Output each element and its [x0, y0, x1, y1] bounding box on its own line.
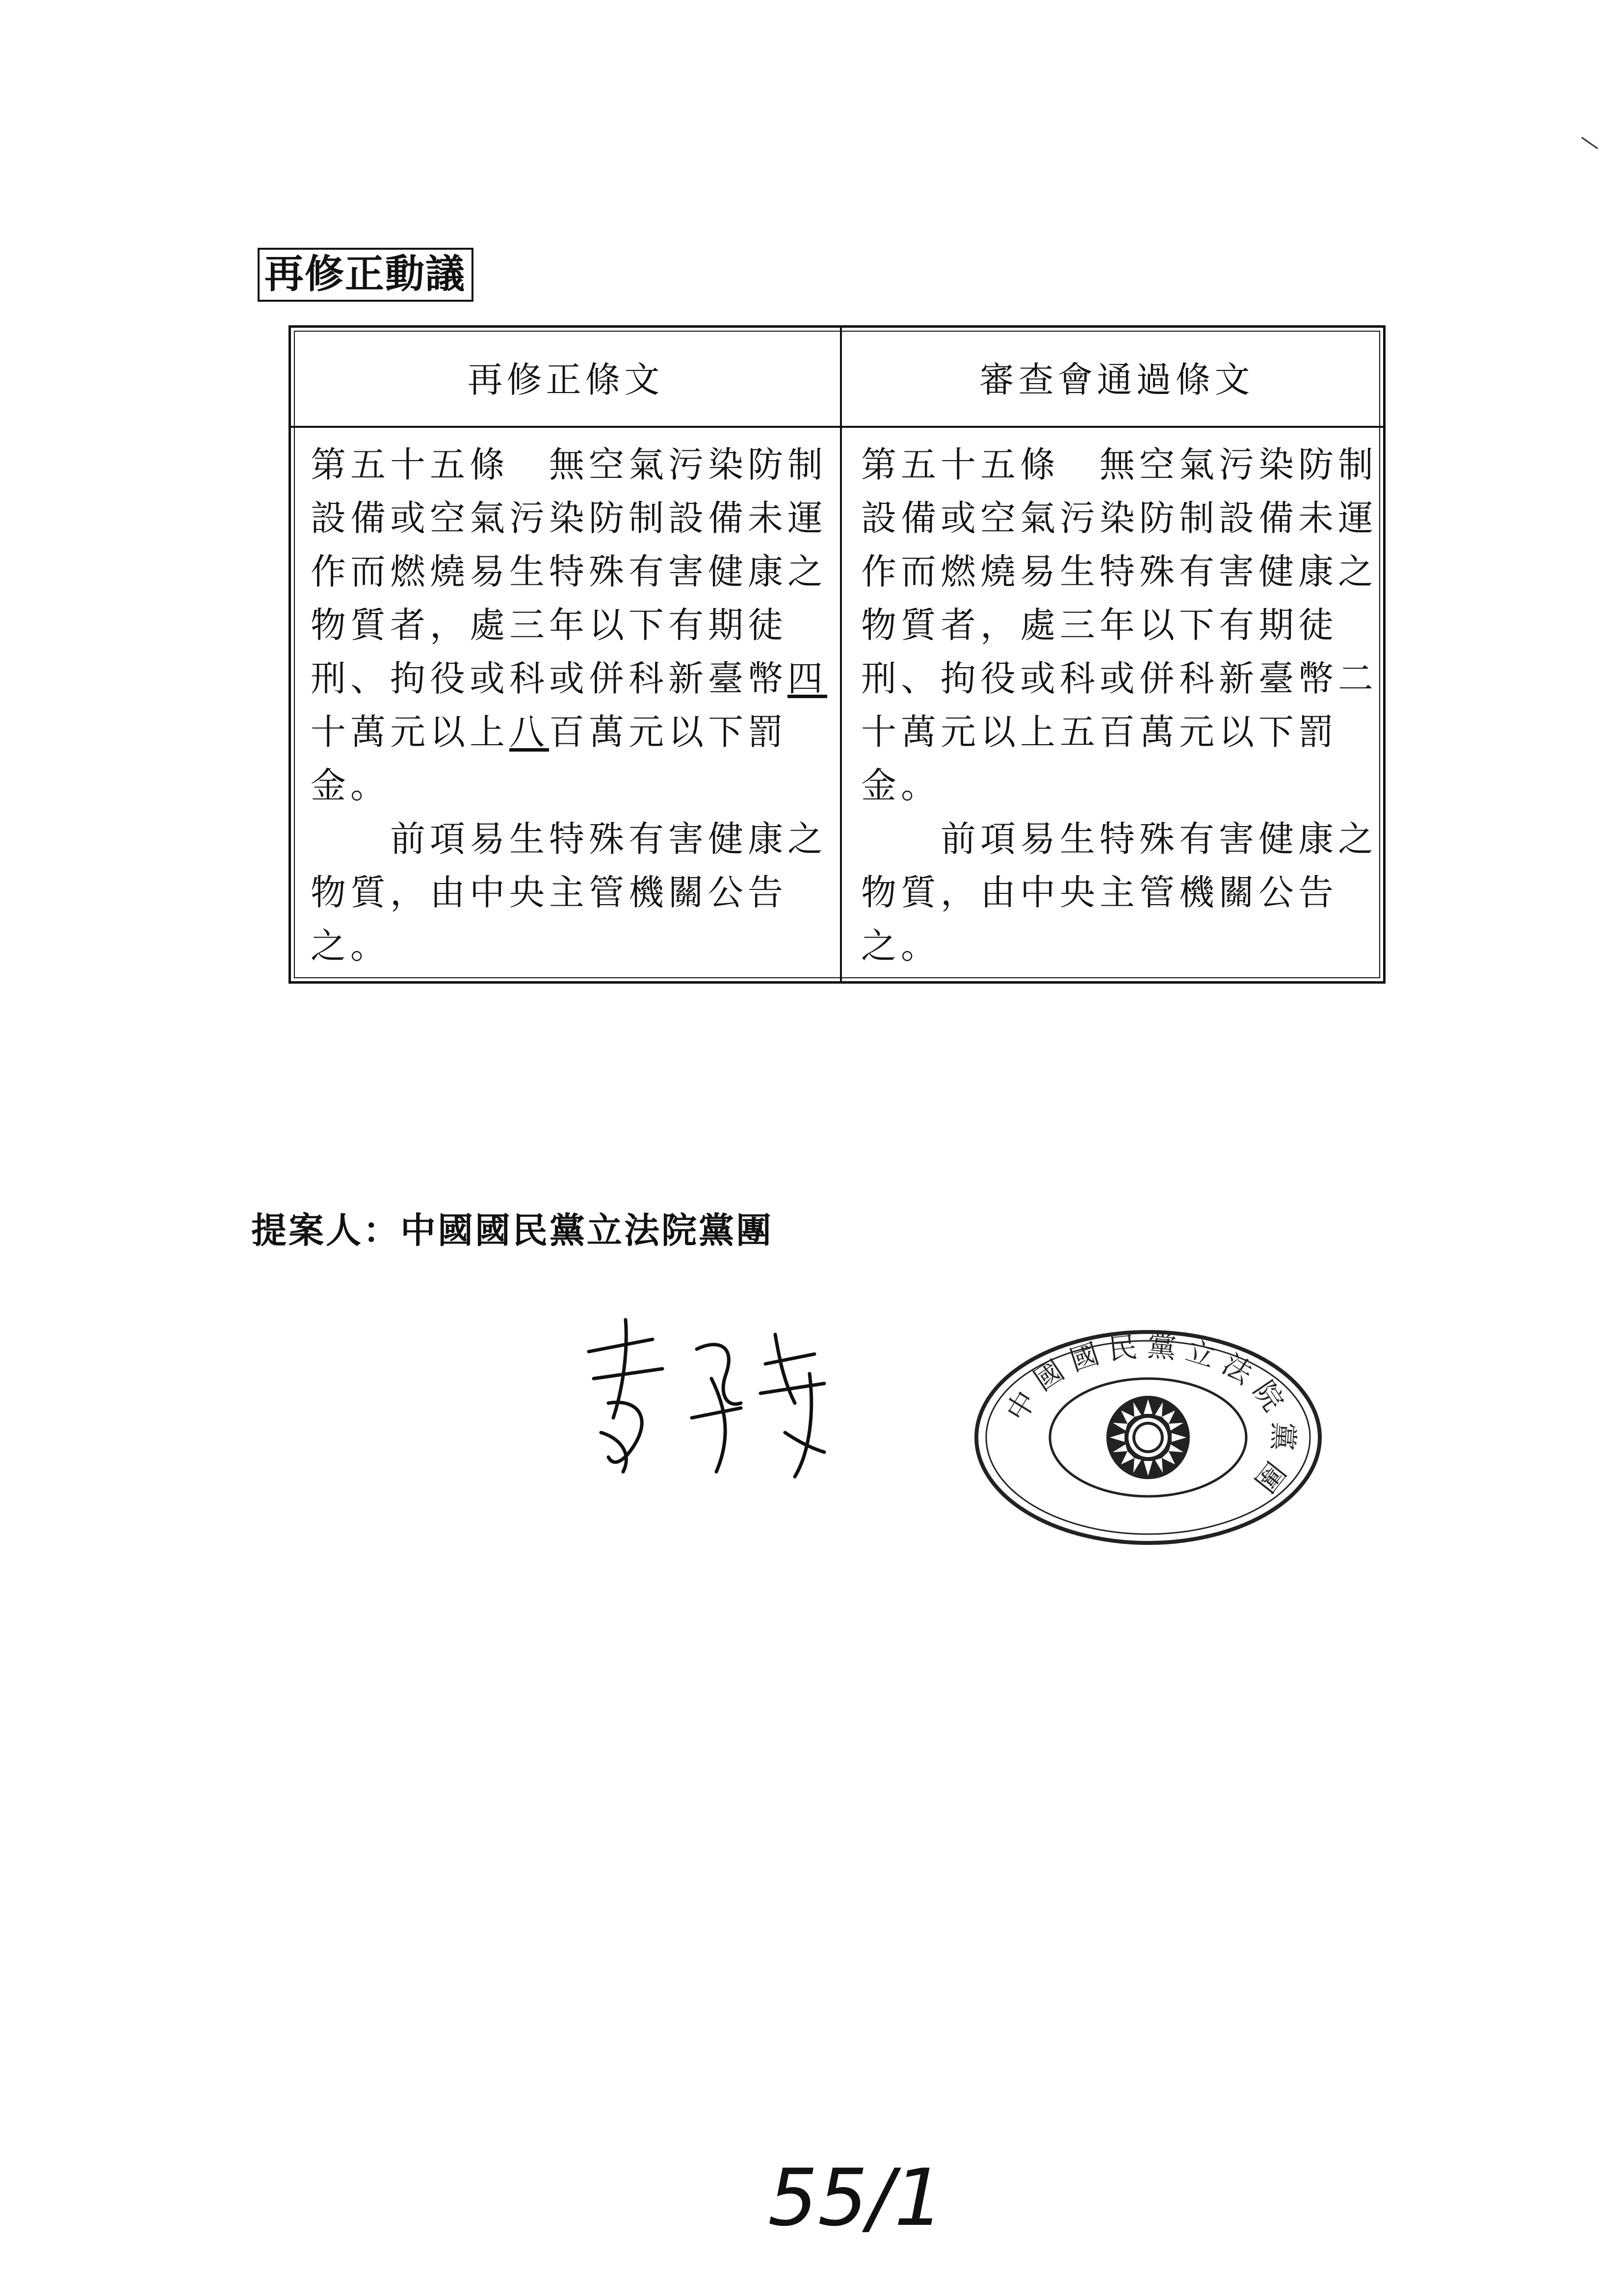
svg-text:55/1: 55/1 — [768, 2152, 944, 2244]
article-line — [861, 705, 1381, 759]
handwritten-page-number — [768, 2151, 944, 2249]
article-text: 物質者，處三年以下有期徒 — [861, 604, 1338, 646]
proposer-line: 提案人：中國國民黨立法院黨團 — [251, 1210, 774, 1251]
article-line — [861, 492, 1381, 545]
article-line — [861, 866, 1381, 919]
column-header-revised-text: 再修正條文 — [467, 359, 664, 400]
article-text: 設備或空氣污染防制設備未運 — [311, 497, 828, 539]
article-text: 刑、拘役或科或併科新臺幣 — [311, 658, 788, 699]
table-column-divider — [840, 328, 842, 981]
article-line — [861, 919, 1381, 973]
article-line — [311, 759, 831, 812]
article-paragraph — [861, 438, 1381, 812]
committee-article-text — [861, 438, 1381, 973]
article-line — [311, 919, 831, 973]
article-line — [311, 866, 831, 919]
amended-text: 四 — [787, 658, 828, 699]
article-line — [861, 599, 1381, 652]
article-line — [861, 652, 1381, 705]
seal-ring-text: 中國國民黨立法院黨團 — [999, 1329, 1301, 1506]
article-text: 金。 — [861, 765, 941, 806]
article-paragraph — [311, 812, 831, 973]
article-line — [311, 812, 831, 866]
revised-article-text — [311, 438, 831, 973]
article-text: 作而燃燒易生特殊有害健康之 — [861, 551, 1378, 592]
article-text: 金。 — [311, 765, 391, 806]
article-text: 設備或空氣污染防制設備未運 — [861, 497, 1378, 539]
article-text: 第五十五條 無空氣污染防制 — [311, 444, 828, 485]
article-line — [861, 438, 1381, 492]
article-line — [311, 438, 831, 492]
handwritten-signature — [579, 1305, 854, 1491]
scan-mark — [1581, 137, 1598, 149]
amended-text: 八 — [509, 711, 550, 753]
article-text: 之。 — [861, 925, 941, 966]
article-text: 十萬元以上五百萬元以下罰 — [861, 711, 1338, 753]
article-text: 百萬元以下罰 — [549, 711, 788, 753]
article-line — [311, 545, 831, 599]
article-line — [861, 812, 1381, 866]
article-text: 十萬元以上 — [311, 711, 510, 753]
document-heading: 再修正動議 — [258, 248, 473, 302]
article-line — [311, 652, 831, 705]
article-text: 作而燃燒易生特殊有害健康之 — [311, 551, 828, 592]
article-paragraph — [311, 438, 831, 812]
article-text: 物質，由中央主管機關公告 — [311, 872, 788, 913]
article-text: 前項易生特殊有害健康之 — [861, 818, 1378, 860]
article-text: 前項易生特殊有害健康之 — [311, 818, 828, 860]
article-line — [311, 599, 831, 652]
amendment-comparison-table — [288, 325, 1386, 984]
article-text: 物質者，處三年以下有期徒 — [311, 604, 788, 646]
article-text: 第五十五條 無空氣污染防制 — [861, 444, 1378, 485]
article-line — [311, 705, 831, 759]
article-line — [311, 492, 831, 545]
column-header-committee-text: 審查會通過條文 — [979, 359, 1254, 400]
party-caucus-seal — [969, 1325, 1327, 1550]
table-header-divider — [291, 426, 1383, 428]
article-line — [861, 759, 1381, 812]
article-text: 之。 — [311, 925, 391, 966]
article-text: 物質，由中央主管機關公告 — [861, 872, 1338, 913]
article-line — [861, 545, 1381, 599]
article-text: 刑、拘役或科或併科新臺幣二 — [861, 658, 1378, 699]
article-paragraph — [861, 812, 1381, 973]
